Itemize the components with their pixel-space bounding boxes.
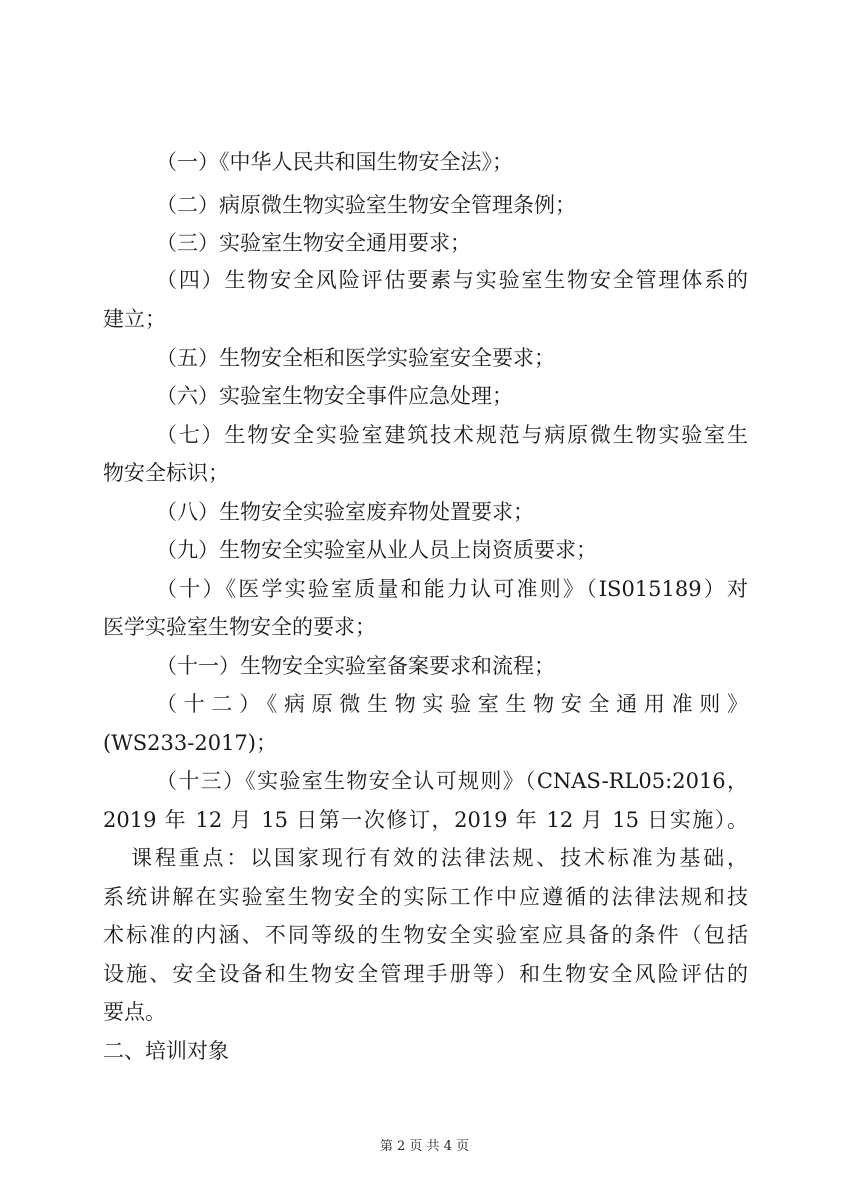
text-line: （十二）《病原微生物实验室生物安全通用准则》 <box>156 692 748 716</box>
text-line: （六）实验室生物安全事件应急处理； <box>156 384 513 408</box>
text-line: （十）《医学实验室质量和能力认可准则》（IS015189）对 <box>156 577 748 601</box>
text-line: 设施、安全设备和生物安全管理手册等）和生物安全风险评估的 <box>103 962 748 986</box>
text-line: （一）《中华人民共和国生物安全法》； <box>156 150 513 174</box>
text-line: 2019 年 12 月 15 日第一次修订，2019 年 12 月 15 日实施）。 <box>103 808 748 832</box>
text-line: （九）生物安全实验室从业人员上岗资质要求； <box>156 538 597 562</box>
text-line: 要点。 <box>103 1000 166 1024</box>
section-heading: 二、培训对象 <box>103 1039 229 1063</box>
text-line: （七）生物安全实验室建筑技术规范与病原微生物实验室生 <box>156 423 748 447</box>
text-line: （三）实验室生物安全通用要求； <box>156 231 471 255</box>
text-line: （四）生物安全风险评估要素与实验室生物安全管理体系的 <box>156 268 748 292</box>
text-line: （八）生物安全实验室废弃物处置要求； <box>156 500 534 524</box>
text-line: （五）生物安全柜和医学实验室安全要求； <box>156 346 555 370</box>
text-line: 医学实验室生物安全的要求； <box>103 615 376 639</box>
text-line: 物安全标识； <box>103 461 229 485</box>
text-line: 术标准的内涵、不同等级的生物安全实验室应具备的条件（包括 <box>103 923 748 947</box>
text-line: (WS233-2017)； <box>103 731 277 755</box>
text-line: 系统讲解在实验室生物安全的实际工作中应遵循的法律法规和技 <box>103 885 748 909</box>
text-line: （二）病原微生物实验室生物安全管理条例； <box>156 193 576 217</box>
page-footer: 第 2 页 共 4 页 <box>379 1139 470 1154</box>
text-line: 课程重点：以国家现行有效的法律法规、技术标准为基础， <box>131 846 748 870</box>
text-line: （十一）生物安全实验室备案要求和流程； <box>156 654 555 678</box>
text-line: （十三）《实验室生物安全认可规则》（CNAS-RL05:2016， <box>156 769 748 793</box>
text-line: 建立； <box>103 307 166 331</box>
